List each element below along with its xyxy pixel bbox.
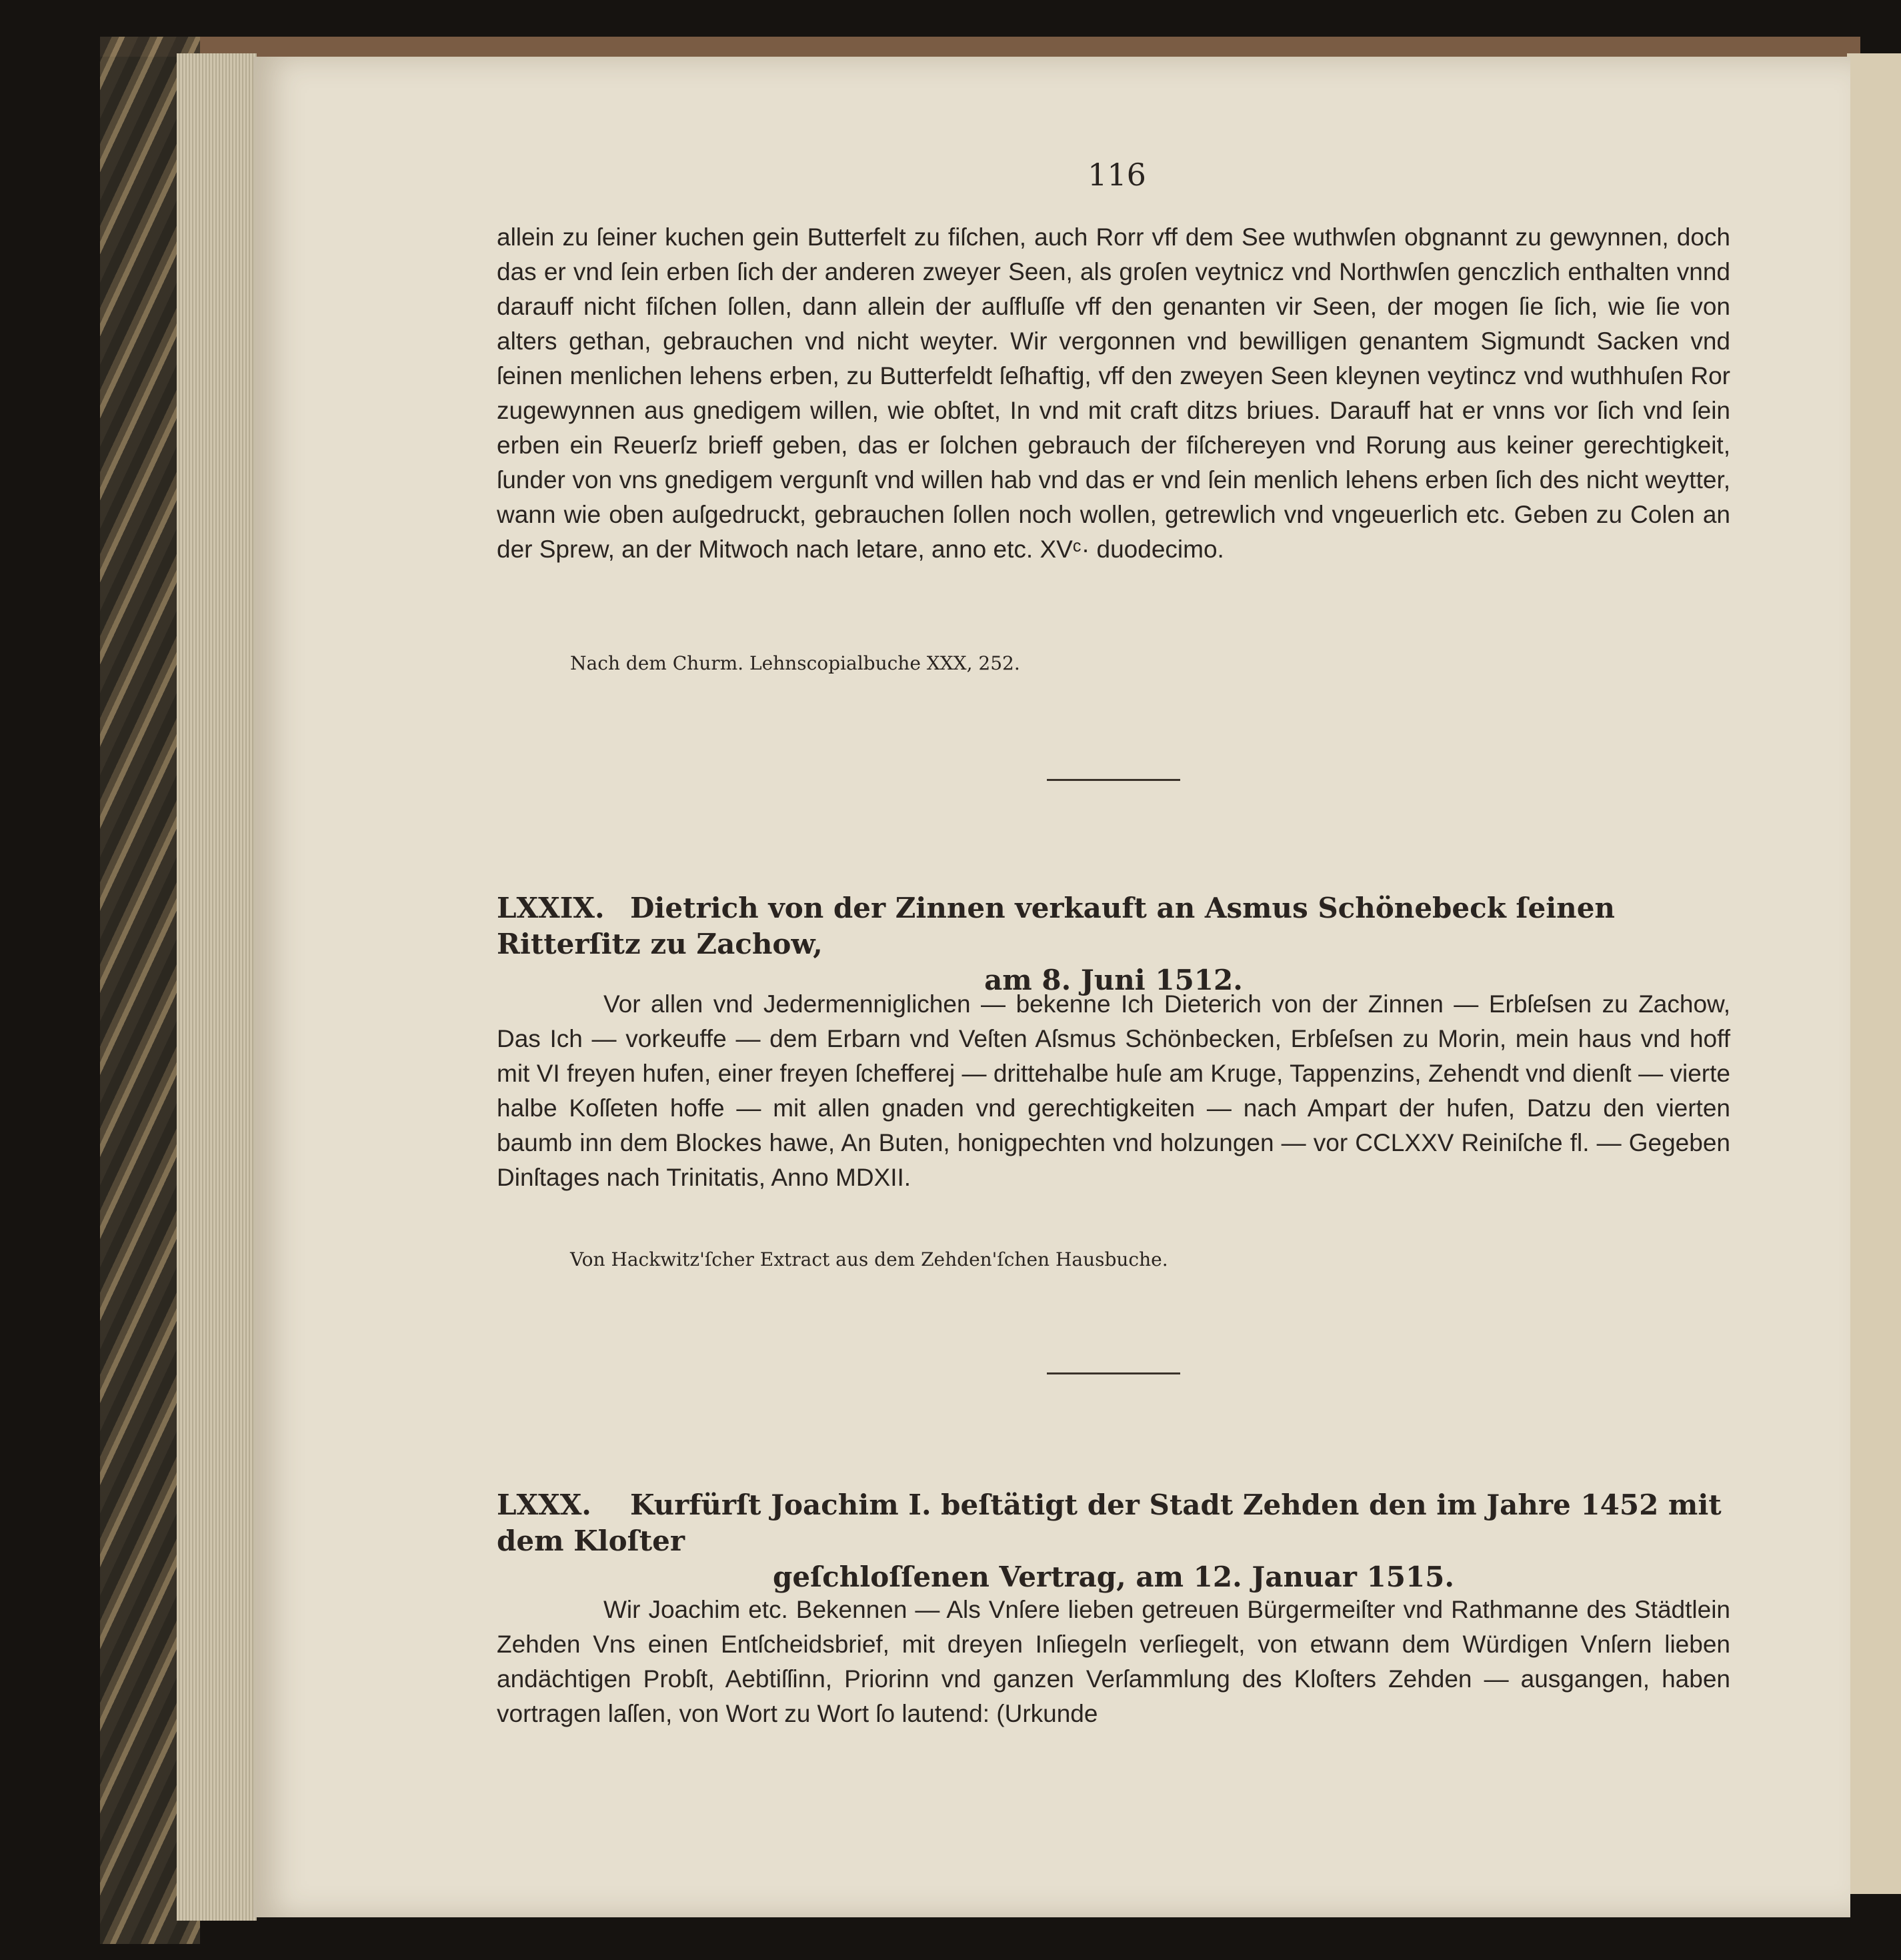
section-title-80-line2: geſchloſſenen Vertrag, am 12. Januar 1515.: [772, 1561, 1455, 1593]
section-divider-2: [1047, 1372, 1180, 1374]
section-heading-79: [497, 890, 1730, 998]
section-divider-1: [1047, 779, 1180, 781]
source-note-2: Von Hackwitz'ſcher Extract aus dem Zehden'ſchen Hausbuche.: [570, 1248, 1168, 1270]
book-cover-top-edge: [100, 37, 1860, 57]
section-title-79-line2: am 8. Juni 1512.: [984, 964, 1243, 996]
next-page-edge: [1847, 53, 1901, 1894]
paragraph-2: Vor allen vnd Jedermenniglichen — bekenne Ich Dieterich von der Zinnen — Erbſeſsen zu Zachow, Das Ich — vorkeuffe — dem Erbarn vnd Veſten Aſsmus Schönbecken, Erbſeſsen zu Morin, mein haus vnd hoff mit VI freyen hufen, einer freyen ſchefferej — drittehalbe huſe am Kruge, Tappenzins, Zehendt vnd dienſt — vierte halbe Koſſeten hoffe — mit allen gnaden vnd gerechtigkeiten — nach Ampart der hufen, Datzu den vierten baumb inn dem Blockes hawe, An Buten, honigpechten vnd holzungen — vor CCLXXV Reiniſche fl. — Gegeben Dinſtages nach Trinitatis, Anno MDXII.: [497, 990, 1730, 1191]
section-title-79-line1: Dietrich von der Zinnen verkauft an Asmus Schönebeck ſeinen Ritterſitz zu Zachow,: [497, 892, 1615, 960]
section-number-80: LXXX.: [497, 1489, 591, 1521]
paragraph-3: Wir Joachim etc. Bekennen — Als Vnſere lieben getreuen Bürgermeiſter vnd Rathmanne des Städtlein Zehden Vns einen Entſcheidsbrief, mit dreyen Inſiegeln verſiegelt, von etwann dem Würdigen Vnſern lieben andächtigen Probſt, Aebtiſſinn, Priorinn vnd ganzen Verſammlung des Kloſters Zehden — ausgangen, haben vortragen laſſen, von Wort zu Wort ſo lautend: (Urkunde: [497, 1596, 1730, 1727]
source-note-1: Nach dem Churm. Lehnscopialbuche XXX, 252.: [570, 652, 1020, 674]
page-number: 116: [1088, 157, 1146, 193]
page-edges: [177, 53, 257, 1921]
paragraph-1: allein zu ſeiner kuchen gein Butterfelt zu fiſchen, auch Rorr vff dem See wuthwſen obgnannt zu gewynnen, doch das er vnd ſein erben ſich der anderen zweyer Seen, als groſen veytnicz vnd Northwſen genczlich enthalten vnnd darauff nicht fiſchen ſollen, dann allein der auſfluſſe vff den genanten vir Seen, der mogen ſie ſich, wie ſie von alters gethan, gebrauchen vnd nicht weyter. Wir vergonnen vnd bewilligen genantem Sigmundt Sacken vnd ſeinen menlichen lehens erben, zu Butterfeldt ſeſhaftig, vff den zweyen Seen kleynen veytincz vnd wuthhuſen Ror zugewynnen aus gnedigem willen, wie obſtet, In vnd mit craft ditzs briues. Darauff hat er vnns vor ſich vnd ſein erben ein Reuerſz brieff geben, das er ſolchen gebrauch der fiſchereyen vnd Rorung aus keiner gerechtigkeit, ſunder von vns gnedigem vergunſt vnd willen hab vnd das er vnd ſein menlich lehens erben ſich des nicht weytter, wann wie oben auſgedruckt, gebrauchen ſollen noch wollen, getrewlich vnd vngeuerlich etc. Geben zu Colen an der Sprew, an der Mitwoch nach letare, anno etc. XVᶜ· duodecimo.: [497, 223, 1730, 563]
section-heading-80: [497, 1487, 1730, 1595]
section-number-79: LXXIX.: [497, 892, 605, 924]
section-title-80-line1: Kurfürſt Joachim I. beſtätigt der Stadt Zehden den im Jahre 1452 mit dem Kloſter: [497, 1489, 1722, 1557]
